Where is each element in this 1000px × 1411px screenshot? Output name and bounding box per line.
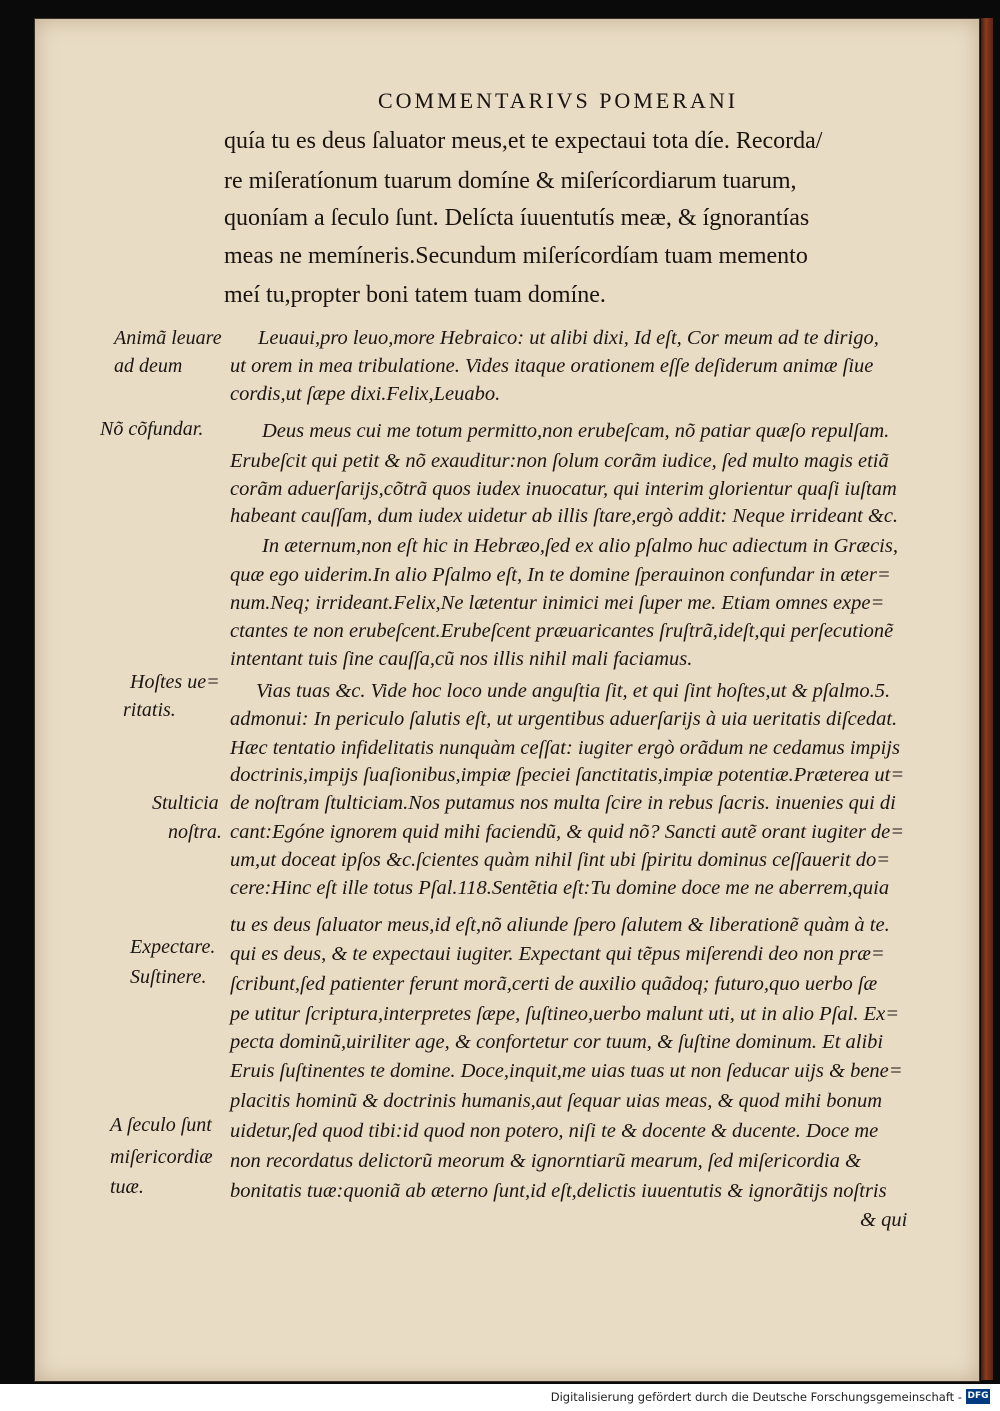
marginal-note: Animã leuare	[114, 327, 222, 349]
commentary-line: non recordatus delictorũ meorum & ignorntiarũ mearum, ſed miſericordia &	[230, 1150, 861, 1172]
commentary-line: pecta dominũ,uiriliter age, & confortetur cor tuum, & ſuſtine dominum. Et alibi	[230, 1031, 884, 1053]
commentary-line: cordis,ut ſæpe dixi.Felix,Leuabo.	[230, 383, 501, 405]
commentary-line: bonitatis tuæ:quoniã ab æterno ſunt,id eſt,delictis iuuentutis & ignorãtijs noſtris	[230, 1180, 887, 1202]
commentary-line: quæ ego uiderim.In alio Pſalmo eſt, In te domine ſperauinon confundar in æter=	[230, 564, 891, 586]
marginal-note: ritatis.	[123, 699, 176, 721]
marginal-note: Stulticia	[152, 792, 219, 814]
marginal-note: Expectare.	[130, 936, 216, 958]
commentary-line: um,ut doceat ipſos &c.ſcientes quàm nihil ſint ubi ſpiritu dominus ceſſauerit do=	[230, 849, 891, 871]
commentary-line: Hæc tentatio infidelitatis nunquàm ceſſat: iugiter ergò orãdum ne cedamus impijs	[230, 737, 900, 759]
commentary-line: qui es deus, & te expectaui iugiter. Expectant qui tẽpus miſerendi deo non præ=	[230, 943, 885, 965]
dfg-logo: DFG	[966, 1389, 990, 1404]
commentary-line: intentant tuis ſine cauſſa,cũ nos illis nihil mali faciamus.	[230, 648, 693, 670]
commentary-line: Leuaui,pro leuo,more Hebraico: ut alibi dixi, Id eſt, Cor meum ad te dirigo,	[258, 327, 879, 349]
psalm-line: quía tu es deus ſaluator meus,et te expectaui tota díe. Recorda/	[224, 128, 823, 154]
page-edge	[981, 18, 993, 1380]
commentary-line: cant:Egóne ignorem quid mihi faciendũ, & quid nõ? Sancti autẽ orant iugiter de=	[230, 821, 905, 843]
psalm-line: quoníam a ſeculo ſunt. Delícta íuuentutís meæ, & ígnorantías	[224, 205, 810, 231]
running-head: COMMENTARIVS POMERANI	[378, 88, 739, 113]
psalm-line: meas ne memíneris.Secundum miſerícordíam tuam memento	[224, 243, 808, 269]
commentary-line: tu es deus ſaluator meus,id eſt,nõ aliunde ſpero ſalutem & liberationẽ quàm à te.	[230, 914, 890, 936]
commentary-line: Vias tuas &c. Vide hoc loco unde anguſtia ſit, et qui ſint hoſtes,ut & pſalmo.5.	[256, 680, 891, 702]
commentary-line: ut orem in mea tribulatione. Vides itaque orationem eſſe deſiderum animæ ſiue	[230, 355, 874, 377]
commentary-line: habeant cauſſam, dum iudex uidetur ab illis ſtare,ergò addit: Neque irrideant &c.	[230, 505, 899, 527]
commentary-line: de noſtram ſtulticiam.Nos putamus nos multa ſcire in rebus ſacris. inuenies qui di	[230, 792, 896, 814]
commentary-line: doctrinis,impijs ſuaſionibus,impiæ ſpeciei ſanctitatis,impiæ potentiæ.Præterea ut=	[230, 764, 905, 786]
marginal-note: Hoſtes ue=	[130, 671, 220, 693]
marginal-note: tuæ.	[110, 1176, 144, 1198]
footer-bar	[0, 1384, 1000, 1411]
marginal-note: ad deum	[114, 355, 183, 377]
commentary-line: Erubeſcit qui petit & nõ exauditur:non ſolum corãm iudice, ſed multo magis etiã	[230, 450, 889, 472]
commentary-line: In æternum,non eſt hic in Hebræo,ſed ex alio pſalmo huc adiectum in Græcis,	[262, 535, 898, 557]
commentary-line: corãm aduerſarijs,cõtrã quos iudex inuocatur, qui interim glorientur quaſi iuſtam	[230, 478, 897, 500]
commentary-line: ctantes te non erubeſcent.Erubeſcent præuaricantes ſruſtrã,ideſt,qui perſecutionẽ	[230, 620, 894, 642]
footer-credit: Digitalisierung gefördert durch die Deutsche Forschungsgemeinschaft -	[550, 1390, 962, 1404]
commentary-line: placitis hominũ & doctrinis humanis,aut ſequar uias meas, & quod mihi bonum	[230, 1090, 883, 1112]
commentary-line: Eruis ſuſtinentes te domine. Doce,inquit,me uias tuas ut non ſeducar uijs & bene=	[230, 1060, 903, 1082]
commentary-line: ſcribunt,ſed patienter ferunt morã,certi de auxilio quãdoq; futuro,quo uerbo ſæ	[230, 973, 878, 995]
commentary-line: pe utitur ſcriptura,interpretes ſæpe, ſuſtineo,uerbo malunt uti, ut in alio Pſal. Ex=	[230, 1003, 900, 1025]
catchword: & qui	[860, 1209, 908, 1231]
psalm-line: re miſeratíonum tuarum domíne & miſerícordiarum tuarum,	[224, 168, 797, 194]
commentary-line: num.Neq; irrideant.Felix,Ne lætentur inimici mei ſuper me. Etiam omnes expe=	[230, 592, 885, 614]
marginal-note: Nõ cõfundar.	[100, 418, 204, 440]
commentary-line: uidetur,ſed quod tibi:id quod non potero, niſi te & docente & ducente. Doce me	[230, 1120, 879, 1142]
marginal-note: Suſtinere.	[130, 966, 207, 988]
marginal-note: noſtra.	[168, 821, 222, 843]
psalm-line: meí tu,propter boni tatem tuam domíne.	[224, 282, 606, 308]
marginal-note: A ſeculo ſunt	[110, 1114, 212, 1136]
commentary-line: admonui: In periculo ſalutis eſt, ut urgentibus aduerſarijs à uia ueritatis diſcedat.	[230, 708, 898, 730]
marginal-note: miſericordiæ	[110, 1146, 213, 1168]
commentary-line: cere:Hinc eſt ille totus Pſal.118.Sentẽtia eſt:Tu domine doce me ne aberrem,quia	[230, 877, 890, 899]
commentary-line: Deus meus cui me totum permitto,non erubeſcam, nõ patiar quæſo repulſam.	[262, 420, 890, 442]
